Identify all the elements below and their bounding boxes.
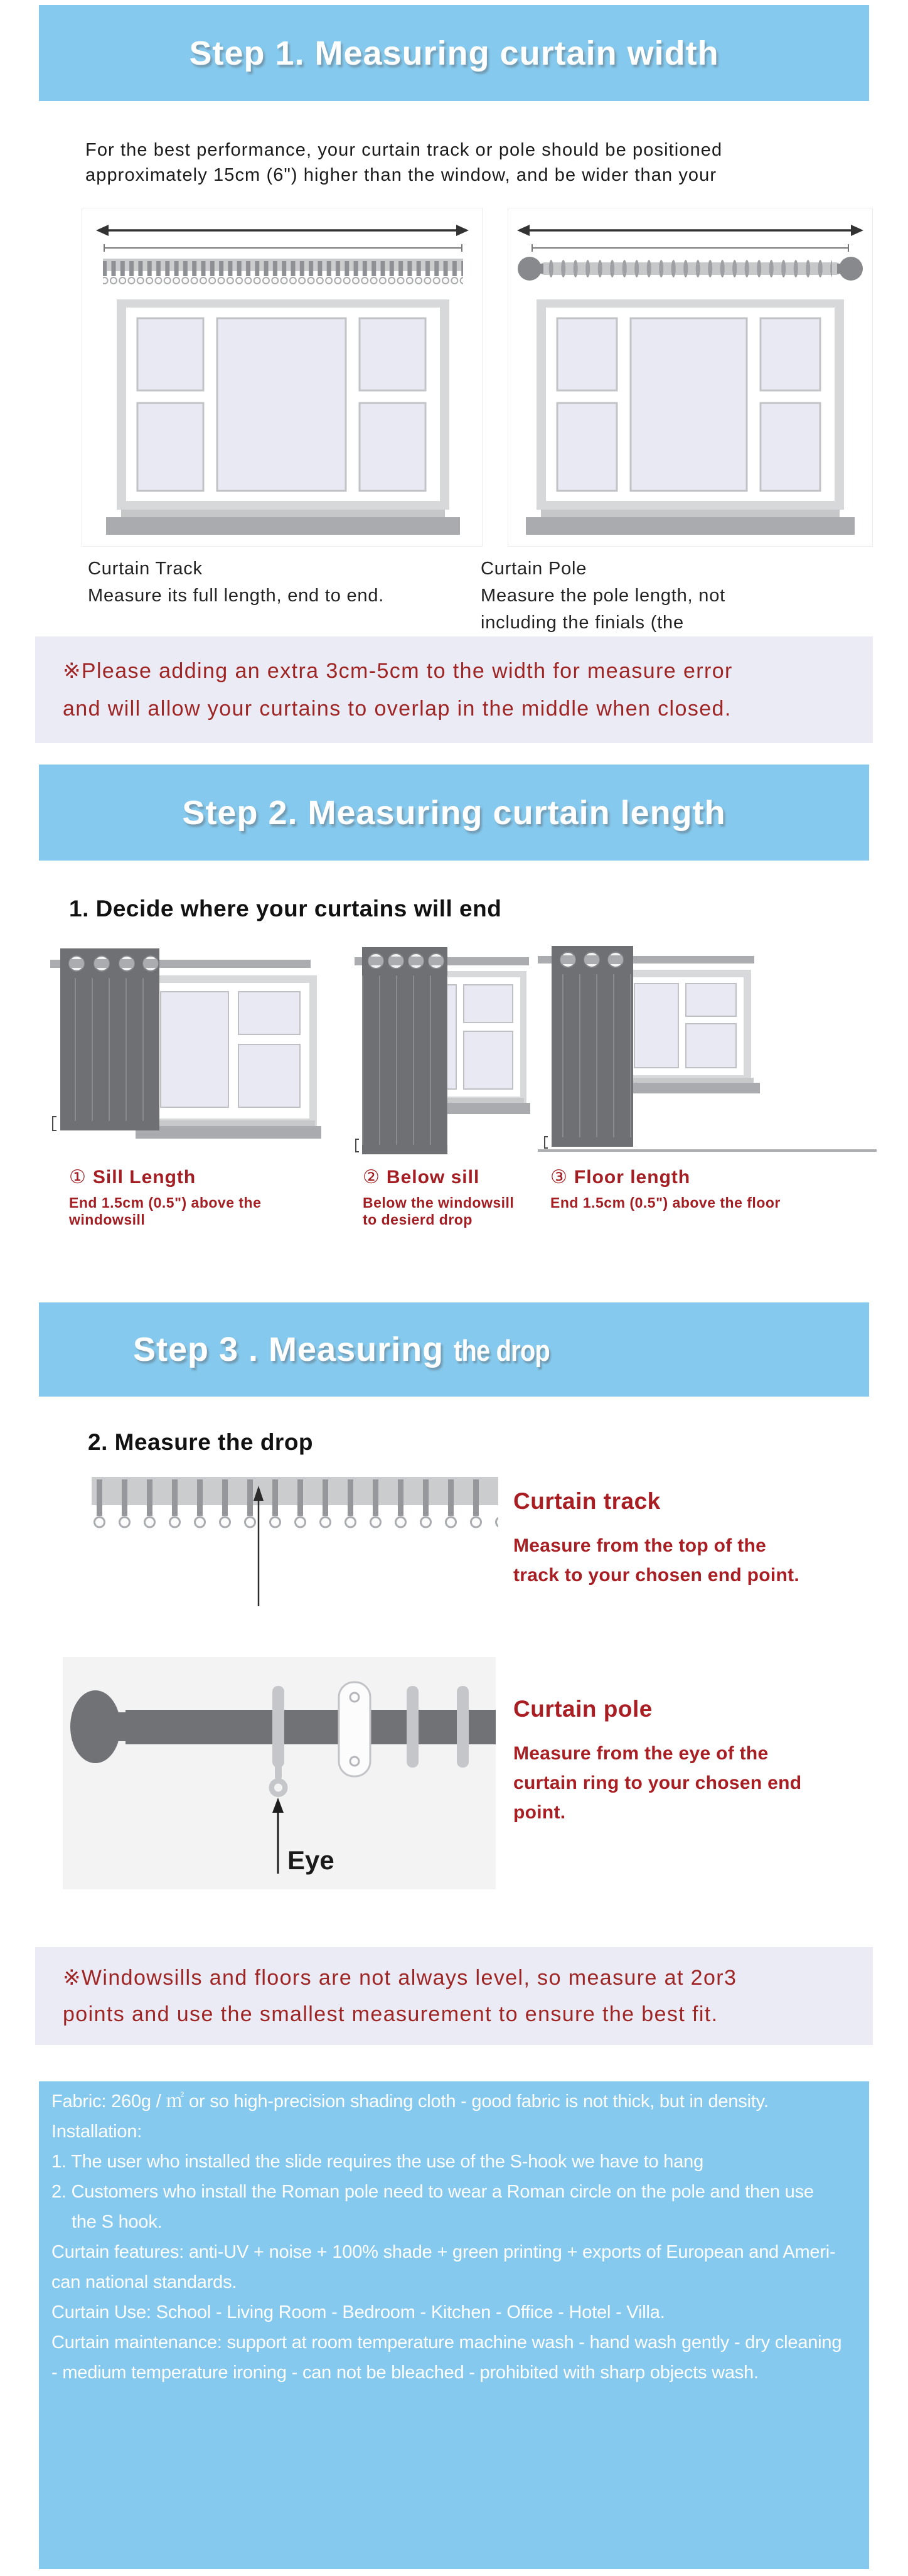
curtain-pole-caption-title: Curtain Pole	[481, 559, 587, 579]
level-measure-note	[35, 1947, 873, 2045]
option1-desc: End 1.5cm (0.5") above the windowsill	[69, 1194, 262, 1228]
track-measure-desc: Measure from the top of the track to your chosen end point.	[513, 1535, 800, 1586]
sill-length-label	[50, 1166, 326, 1228]
option-below-sill	[355, 941, 530, 1228]
step1-banner	[39, 5, 869, 101]
track-measure-illustration	[88, 1469, 502, 1617]
step1-diagrams	[82, 208, 908, 547]
footer-installation: Installation:	[51, 2122, 142, 2142]
step2-banner	[39, 765, 869, 861]
product-info-footer	[39, 2081, 869, 2569]
curtain-track-caption-desc: Measure its full length, end to end.	[88, 586, 385, 606]
step3-banner-subtitle: the drop	[454, 1334, 550, 1367]
below-sill-label	[355, 1166, 530, 1228]
step3-banner	[39, 1302, 869, 1397]
track-measure-title: Curtain track	[513, 1488, 661, 1514]
footer-features-b: can national standards.	[51, 2272, 237, 2292]
curtain-track-caption	[88, 555, 481, 636]
option-floor-length	[538, 941, 877, 1228]
curtain-pole-diagram	[508, 208, 873, 547]
pole-measure-info	[513, 1657, 801, 1889]
width-note-line1: ※Please adding an extra 3cm-5cm to the width for measure error	[63, 659, 733, 683]
footer-install-2b: the S hook.	[72, 2212, 163, 2232]
level-note-line1: ※Windowsills and floors are not always level, so measure at 2or3	[63, 1966, 737, 1990]
step2-heading: 1. Decide where your curtains will end	[69, 896, 502, 921]
option3-title: Floor length	[574, 1167, 691, 1188]
step1-intro	[85, 137, 870, 188]
step3-heading: 2. Measure the drop	[88, 1429, 314, 1455]
curtain-track-caption-title: Curtain Track	[88, 559, 203, 579]
width-measure-note	[35, 636, 873, 743]
sill-length-illustration	[50, 941, 326, 1157]
option-sill-length	[50, 941, 326, 1228]
curtain-pole-caption-desc2: including the finials (the	[481, 613, 684, 633]
pole-measure-title: Curtain pole	[513, 1696, 653, 1722]
step1-intro-line2: approximately 15cm (6") higher than the window, and be wider than your	[85, 165, 717, 185]
option3-desc: End 1.5cm (0.5") above the floor	[550, 1194, 781, 1211]
option2-desc: Below the windowsill to desierd drop	[363, 1194, 515, 1228]
option3-number: ③	[550, 1167, 568, 1188]
footer-install-1: 1. The user who installed the slide requires the use of the S-hook we have to hang	[51, 2152, 703, 2172]
floor-length-illustration	[538, 941, 877, 1157]
track-measure-info	[513, 1469, 799, 1617]
step1-intro-line1: For the best performance, your curtain track or pole should be positioned	[85, 140, 723, 160]
footer-maintenance-b: - medium temperature ironing - can not be bleached - prohibited with sharp objects wash.	[51, 2363, 759, 2383]
option1-title: Sill Length	[92, 1167, 196, 1188]
footer-maintenance: Curtain maintenance: support at room temperature machine wash - hand wash gently - dry cleaning	[51, 2332, 842, 2353]
pole-measure-desc: Measure from the eye of the curtain ring to your chosen end point.	[513, 1743, 802, 1823]
curtain-track-diagram	[82, 208, 483, 547]
option1-number: ①	[69, 1167, 87, 1188]
step1-banner-title: Step 1. Measuring curtain width	[189, 34, 719, 72]
floor-length-label	[538, 1166, 877, 1211]
eye-label: Eye	[287, 1845, 334, 1875]
footer-features: Curtain features: anti-UV + noise + 100% shade + green printing + exports of European and Ameri-	[51, 2242, 836, 2262]
option2-title: Below sill	[386, 1167, 480, 1188]
level-note-line2: points and use the smallest measurement to ensure the best fit.	[63, 2002, 718, 2026]
footer-fabric: Fabric: 260g / ㎡ or so high-precision shading cloth - good fabric is not thick, but in density.	[51, 2091, 769, 2112]
step1-captions	[88, 555, 908, 636]
below-sill-illustration	[355, 941, 530, 1157]
curtain-pole-caption	[481, 555, 908, 636]
footer-use: Curtain Use: School - Living Room - Bedroom - Kitchen - Office - Hotel - Villa.	[51, 2302, 665, 2322]
curtain-track-illustration	[82, 208, 482, 546]
curtain-pole-illustration	[508, 208, 872, 546]
curtain-pole-caption-desc1: Measure the pole length, not	[481, 586, 725, 606]
width-note-line2: and will allow your curtains to overlap in the middle when closed.	[63, 697, 732, 721]
footer-install-2: 2. Customers who install the Roman pole need to wear a Roman circle on the pole and then use	[51, 2182, 814, 2202]
pole-measure-section	[63, 1657, 908, 1889]
pole-measure-illustration	[63, 1657, 496, 1889]
curtain-length-options	[50, 941, 908, 1228]
option2-number: ②	[363, 1167, 380, 1188]
step2-banner-title: Step 2. Measuring curtain length	[182, 793, 726, 832]
track-measure-section	[88, 1469, 908, 1617]
step3-banner-title: Step 3 . Measuring	[133, 1331, 444, 1368]
